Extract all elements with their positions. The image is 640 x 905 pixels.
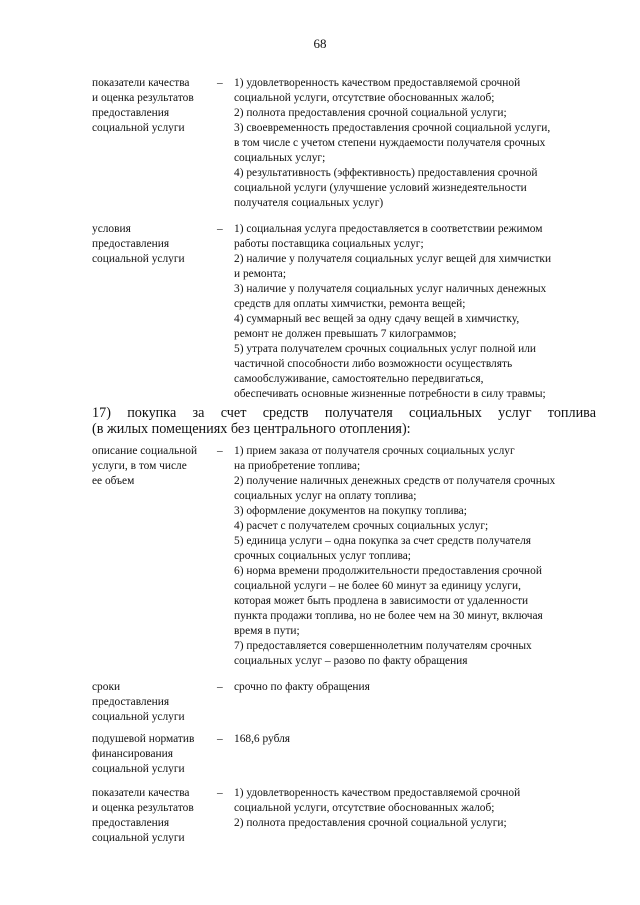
content-line: 1) удовлетворенность качеством предоставляемой срочной — [234, 787, 521, 799]
content-line: 6) норма времени продолжительности предоставления срочной — [234, 565, 542, 577]
row-content — [234, 786, 594, 831]
label-line: услуги, в том числе — [92, 460, 187, 472]
dash: – — [217, 733, 223, 745]
content-line: 5) единица услуги – одна покупка за счет средств получателя — [234, 535, 532, 547]
content-line: социальных услуг; — [234, 152, 326, 164]
label-line: предоставления — [92, 238, 170, 250]
row-label — [92, 76, 214, 136]
content-line: 2) получение наличных денежных средств от получателя срочных — [234, 475, 556, 487]
content-line: срочных социальных услуг топлива; — [234, 550, 411, 562]
content-line: срочно по факту обращения — [234, 681, 370, 693]
content-line: 3) оформление документов на покупку топлива; — [234, 505, 467, 517]
label-line: описание социальной — [92, 445, 198, 457]
content-line: социальной услуги (улучшение условий жизнедеятельности — [234, 182, 527, 194]
content-line: 2) наличие у получателя социальных услуг вещей для химчистки — [234, 253, 552, 265]
row-label — [92, 732, 214, 777]
content-line: и ремонта; — [234, 268, 287, 280]
section-heading — [92, 405, 596, 437]
content-line: социальных услуг – разово по факту обращения — [234, 655, 468, 667]
content-line: 3) наличие у получателя социальных услуг наличных денежных — [234, 283, 547, 295]
content-line: которая может быть продлена в зависимости от удаленности — [234, 595, 529, 607]
label-line: ее объем — [92, 475, 135, 487]
label-line: предоставления — [92, 696, 170, 708]
content-line: время в пути; — [234, 625, 300, 637]
row-label — [92, 786, 214, 846]
dash: – — [217, 787, 223, 799]
content-line: 7) предоставляется совершеннолетним получателям срочных — [234, 640, 532, 652]
dash: – — [217, 681, 223, 693]
label-line: предоставления — [92, 107, 170, 119]
content-line: 2) полнота предоставления срочной социальной услуги; — [234, 107, 507, 119]
content-line: работы поставщика социальных услуг; — [234, 238, 424, 250]
content-line: обеспечивать основные жизненные потребности в силу травмы; — [234, 388, 546, 400]
content-line: пункта продажи топлива, но не более чем на 30 минут, включая — [234, 610, 543, 622]
content-line: 1) социальная услуга предоставляется в соответствии режимом — [234, 223, 543, 235]
dash: – — [217, 77, 223, 89]
content-line: 5) утрата получателем срочных социальных услуг полной или — [234, 343, 536, 355]
content-line: 1) прием заказа от получателя срочных социальных услуг — [234, 445, 515, 457]
label-line: предоставления — [92, 817, 170, 829]
content-line: 2) полнота предоставления срочной социальной услуги; — [234, 817, 507, 829]
row-content — [234, 222, 594, 402]
content-line: социальных услуг на оплату топлива; — [234, 490, 417, 502]
content-line: на приобретение топлива; — [234, 460, 361, 472]
content-line: в том числе с учетом степени нуждаемости получателя срочных — [234, 137, 546, 149]
label-line: показатели качества — [92, 77, 190, 89]
row-content — [234, 76, 594, 211]
content-line: социальной услуги, отсутствие обоснованных жалоб; — [234, 802, 495, 814]
dash: – — [217, 445, 223, 457]
label-line: сроки — [92, 681, 121, 693]
label-line: социальной услуги — [92, 711, 185, 723]
content-line: 168,6 рубля — [234, 733, 291, 745]
content-line: самообслуживание, самостоятельно передвигаться, — [234, 373, 484, 385]
label-line: показатели качества — [92, 787, 190, 799]
heading-line: 17) покупка за счет средств получателя социальных услуг топлива — [92, 405, 596, 421]
label-line: и оценка результатов — [92, 802, 194, 814]
page-number: 68 — [313, 36, 327, 51]
content-line: 1) удовлетворенность качеством предоставляемой срочной — [234, 77, 521, 89]
row-content — [234, 732, 594, 747]
label-line: финансирования — [92, 748, 173, 760]
row-label — [92, 444, 214, 489]
content-line: получателя социальных услуг) — [234, 197, 384, 209]
label-line: социальной услуги — [92, 253, 185, 265]
row-content — [234, 444, 594, 669]
label-line: социальной услуги — [92, 832, 185, 844]
row-label — [92, 680, 214, 725]
label-line: условия — [92, 223, 131, 235]
content-line: 4) расчет с получателем срочных социальных услуг; — [234, 520, 489, 532]
content-line: частичной способности либо возможности осуществлять — [234, 358, 513, 370]
content-line: социальной услуги, отсутствие обоснованных жалоб; — [234, 92, 495, 104]
row-label — [92, 222, 214, 267]
label-line: подушевой норматив — [92, 733, 195, 745]
content-line: средств для оплаты химчистки, ремонта вещей; — [234, 298, 466, 310]
heading-line: (в жилых помещениях без центрального отопления): — [92, 421, 411, 437]
row-content — [234, 680, 594, 695]
dash: – — [217, 223, 223, 235]
content-line: социальной услуги – не более 60 минут за единицу услуги, — [234, 580, 521, 592]
label-line: и оценка результатов — [92, 92, 194, 104]
label-line: социальной услуги — [92, 763, 185, 775]
content-line: ремонт не должен превышать 7 килограммов; — [234, 328, 457, 340]
label-line: социальной услуги — [92, 122, 185, 134]
content-line: 3) своевременность предоставления срочной социальной услуги, — [234, 122, 551, 134]
content-line: 4) результативность (эффективность) предоставления срочной — [234, 167, 538, 179]
content-line: 4) суммарный вес вещей за одну сдачу вещей в химчистку, — [234, 313, 520, 325]
